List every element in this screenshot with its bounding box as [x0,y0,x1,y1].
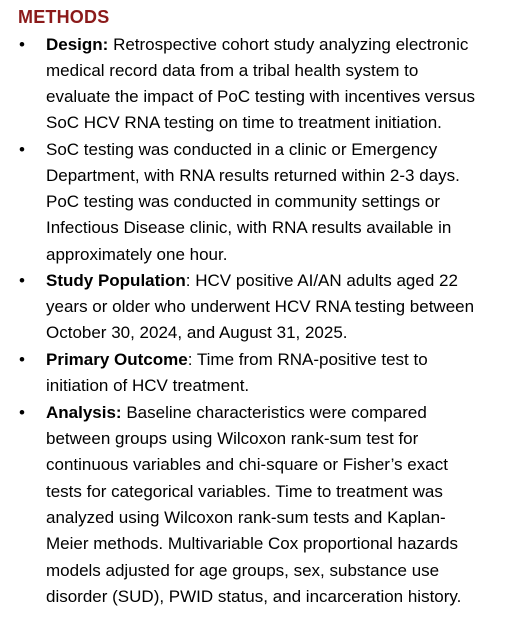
design-line-1 [46,32,468,58]
testing-line-5: approximately one hour. [46,245,228,264]
section-heading: METHODS [18,7,110,27]
analysis-text-1: Baseline characteristics were compared [121,403,427,422]
outcome-text-1: : Time from RNA-positive test to [187,350,428,369]
design-line-3: evaluate the impact of PoC testing with incentives versus [46,87,475,106]
bullet-marker: • [19,35,25,54]
analysis-line-5: analyzed using Wilcoxon rank-sum tests and Kaplan- [46,508,446,527]
testing-line-3: PoC testing was conducted in community settings or [46,192,441,211]
analysis-line-3: continuous variables and chi-square or Fisher’s exact [46,455,448,474]
analysis-line-1 [46,400,427,426]
bullet-marker: • [19,140,25,159]
analysis-line-8: disorder (SUD), PWID status, and incarceration history. [46,587,462,606]
design-line-4: SoC HCV RNA testing on time to treatment initiation. [46,113,442,132]
analysis-lead: Analysis: [46,403,122,422]
testing-line-4: Infectious Disease clinic, with RNA results available in [46,218,452,237]
population-lead: Study Population [46,271,186,290]
bullet-marker: • [19,403,25,422]
outcome-line-2: initiation of HCV treatment. [46,376,250,395]
testing-line-2: Department, with RNA results returned within 2-3 days. [46,166,460,185]
population-line-3: October 30, 2024, and August 31, 2025. [46,323,348,342]
outcome-line-1 [46,347,428,373]
population-line-2: years or older who underwent HCV RNA testing between [46,297,475,316]
outcome-lead: Primary Outcome [46,350,188,369]
testing-line-1: SoC testing was conducted in a clinic or Emergency [46,140,438,159]
bullet-marker: • [19,271,25,290]
population-text-1: : HCV positive AI/AN adults aged 22 [185,271,458,290]
population-line-1 [46,268,458,294]
bullet-marker: • [19,350,25,369]
analysis-line-2: between groups using Wilcoxon rank-sum test for [46,429,419,448]
analysis-line-6: Meier methods. Multivariable Cox proportional hazards [46,534,458,553]
analysis-line-7: models adjusted for age groups, sex, substance use [46,561,440,580]
design-lead: Design: [46,35,109,54]
design-line-2: medical record data from a tribal health system to [46,61,419,80]
analysis-line-4: tests for categorical variables. Time to treatment was [46,482,443,501]
design-text-1: Retrospective cohort study analyzing electronic [108,35,469,54]
